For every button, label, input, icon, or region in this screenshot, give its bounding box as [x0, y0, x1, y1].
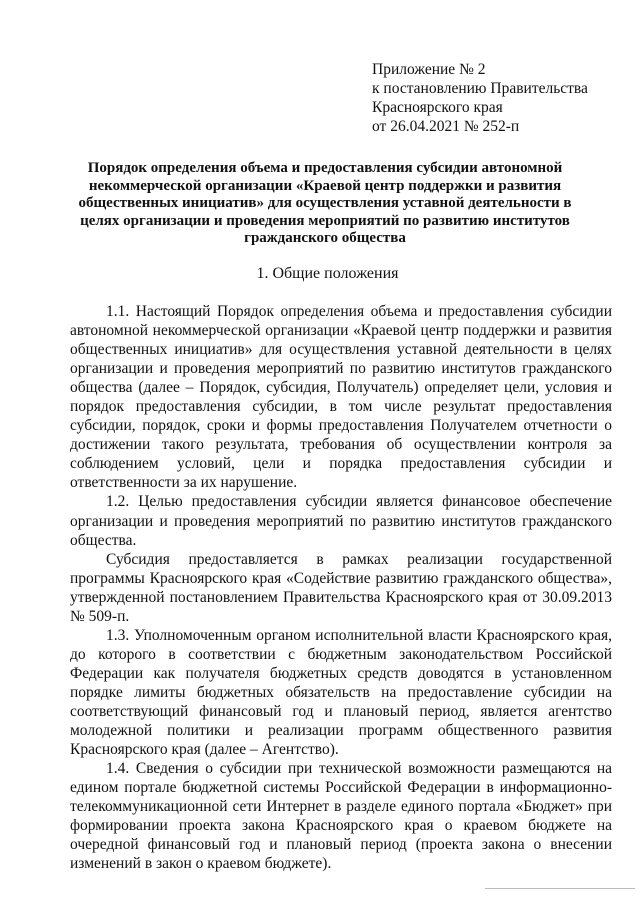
section-heading: 1. Общие положения — [256, 265, 399, 282]
appendix-number: Приложение № 2 — [372, 61, 486, 78]
appendix-region: Красноярского края — [372, 99, 503, 116]
appendix-header — [372, 60, 622, 136]
paragraph-1-4: 1.4. Сведения о субсидии при технической возможности размещаются на едином портале бюджетной системы Российской Федерации в информационно-телекоммуникационной сети Интернет в разделе единого портала «Бюджет» при формировании проекта закона Красноярского края о краевом бюджете на очередной финансовый год и плановый период (проекта закона о внесении изменений в закон о краевом бюджете). — [70, 760, 612, 873]
paragraph-1-1: 1.1. Настоящий Порядок определения объема и предоставления субсидии автономной некоммерческой организации «Краевой центр поддержки и развития общественных инициатив» для осуществления уставной деятельности в целях организации и проведения мероприятий по развитию институтов гражданского общества (далее – Порядок, субсидия, Получатель) определяет цели, условия и порядок предоставления субсидии, в том числе результат предоставления субсидии, порядок, сроки и формы предоставления Получателем отчетности о достижении такого результата, требования об осуществлении контроля за соблюдением условий, цели и порядка предоставления субсидии и ответственности за их нарушение. — [70, 303, 612, 492]
document-title: Порядок определения объема и предоставления субсидии автономной некоммерческой организации «Краевой центр поддержки и развития общественных инициатив» для осуществления уставной деятельности в целях организации и проведения мероприятий по развитию институтов гражданского общества — [78, 160, 572, 247]
footer-divider — [485, 888, 635, 889]
paragraph-1-2: 1.2. Целью предоставления субсидии является финансовое обеспечение организации и проведения мероприятий по развитию институтов гражданского общества. — [70, 493, 612, 549]
appendix-date: от 26.04.2021 № 252-п — [372, 118, 520, 135]
document-body — [70, 302, 612, 873]
paragraph-1-3: 1.3. Уполномоченным органом исполнительной власти Красноярского края, до которого в соответствии с бюджетным законодательством Российской Федерации как получателя бюджетных средств доводятся в установленном порядке лимиты бюджетных обязательств на предоставление субсидии на соответствующий финансовый год и плановый период, является агентство молодежной политики и реализации программ общественного развития Красноярского края (далее – Агентство). — [70, 626, 612, 759]
paragraph-subsidy-program: Субсидия предоставляется в рамках реализации государственной программы Красноярского края «Содействие развитию гражданского общества», утвержденной постановлением Правительства Красноярского края от 30.09.2013 № 509-п. — [70, 550, 612, 625]
appendix-ref-line: к постановлению Правительства — [372, 80, 588, 97]
